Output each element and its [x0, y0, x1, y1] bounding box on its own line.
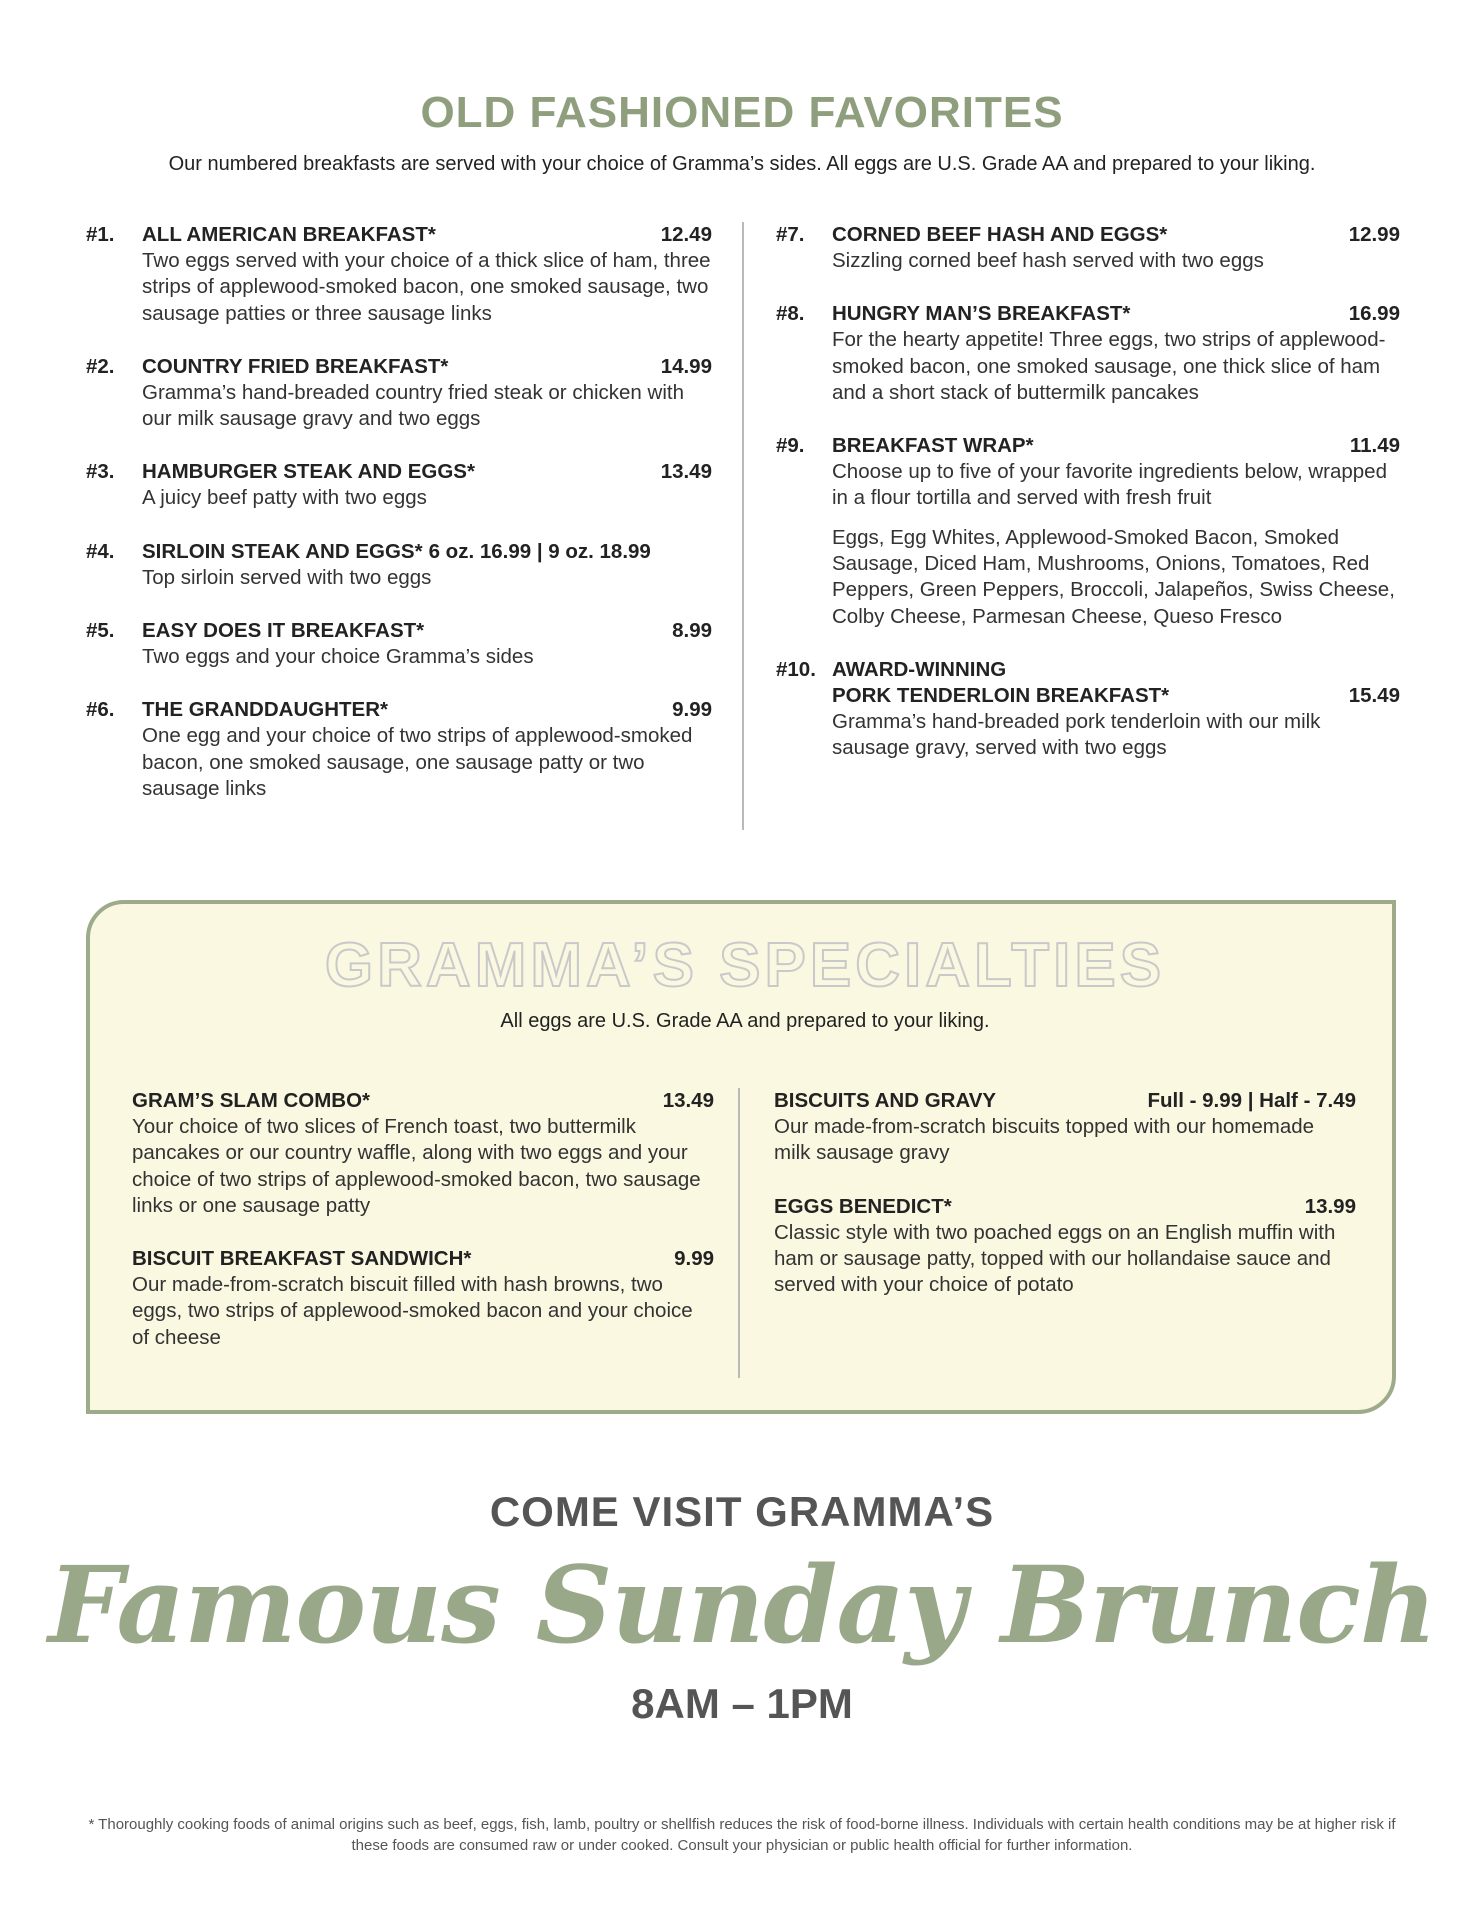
item-description: Your choice of two slices of French toast, two buttermilk pancakes or our country waffle, along with two eggs and your choice of two strips of applewood-smoked bacon, two sausage links or one sausage patty — [132, 1115, 701, 1217]
item-number: #6. — [86, 698, 115, 722]
item-number: #9. — [776, 434, 805, 458]
item-description: Gramma’s hand-breaded country fried steak or chicken with our milk sausage gravy and two eggs — [142, 380, 684, 431]
specialties-left-column — [132, 1088, 714, 1378]
item-number: #5. — [86, 619, 115, 643]
item-description: Our made-from-scratch biscuits topped with our homemade milk sausage gravy — [774, 1115, 1315, 1165]
specialties-right-column — [774, 1088, 1356, 1325]
brunch-come-visit: COME VISIT GRAMMA’S — [489, 1488, 995, 1535]
item-number: #4. — [86, 539, 115, 563]
item-price: 8.99 — [672, 619, 712, 643]
item-name: COUNTRY FRIED BREAKFAST* — [142, 354, 449, 378]
item-price: 13.49 — [660, 460, 712, 484]
item-price: Full - 9.99 | Half - 7.49 — [1147, 1089, 1356, 1112]
item-name: SIRLOIN STEAK AND EGGS* — [142, 539, 423, 563]
item-description: One egg and your choice of two strips of applewood-smoked bacon, one smoked sausage, one sausage patty or two sausage links — [142, 724, 693, 800]
item-price: 11.49 — [1349, 434, 1400, 458]
menu-item — [132, 1088, 714, 1219]
item-description: Our made-from-scratch biscuit filled with hash browns, two eggs, two strips of applewood-smoked bacon and your choice of cheese — [132, 1273, 693, 1349]
brunch-title: Famous Sunday Brunch — [48, 1542, 1436, 1667]
item-number: #8. — [776, 302, 805, 326]
item-name: GRAM’S SLAM COMBO* — [132, 1089, 371, 1112]
item-name: EASY DOES IT BREAKFAST* — [142, 619, 425, 643]
page-title: OLD FASHIONED FAVORITES — [420, 88, 1064, 137]
item-name: CORNED BEEF HASH AND EGGS* — [832, 223, 1168, 246]
item-description: Top sirloin served with two eggs — [142, 565, 432, 589]
item-price: 6 oz. 16.99 | 9 oz. 18.99 — [428, 539, 651, 563]
item-price: 9.99 — [674, 1247, 714, 1271]
item-price: 12.99 — [1348, 223, 1400, 246]
item-name: EGGS BENEDICT* — [774, 1194, 952, 1218]
item-name-line1: AWARD-WINNING — [832, 657, 1007, 681]
item-description: Gramma’s hand-breaded pork tenderloin with our milk sausage gravy, served with two eggs — [832, 709, 1321, 760]
item-number: #10. — [776, 657, 816, 681]
item-number: #2. — [86, 354, 115, 378]
item-description: For the hearty appetite! Three eggs, two strips of applewood-smoked bacon, one smoked sausage, one thick slice of ham and a short stack of buttermilk pancakes — [832, 328, 1386, 404]
menu-item — [774, 1088, 1356, 1167]
menu-item — [86, 459, 712, 511]
specialties-title: GRAMMA’S SPECIALTIES — [324, 931, 1166, 1000]
health-footnote: * Thoroughly cooking foods of animal origins such as beef, eggs, fish, lamb, poultry or shellfish reduces the risk of food-borne illness. Individuals with certain health conditions may be at higher risk if these foods are consumed raw or under cooked. Consult your physician or public health official for further information. — [88, 1816, 1396, 1854]
specialties-divider — [738, 1088, 740, 1378]
item-description: Sizzling corned beef hash served with two eggs — [832, 249, 1264, 272]
item-name: BREAKFAST WRAP* — [832, 434, 1034, 458]
item-description: Two eggs and your choice Gramma’s sides — [142, 645, 534, 669]
item-name: PORK TENDERLOIN BREAKFAST* — [832, 683, 1170, 707]
menu-item — [86, 697, 712, 802]
specialties-subtitle: All eggs are U.S. Grade AA and prepared to your liking. — [500, 1010, 990, 1032]
wrap-ingredients: Eggs, Egg Whites, Applewood-Smoked Bacon, Smoked Sausage, Diced Ham, Mushrooms, Onions, Tomatoes, Red Peppers, Green Peppers, Broccoli, Jalapeños, Swiss Cheese, Colby Cheese, Parmesan Cheese, Queso Fresco — [832, 525, 1395, 628]
specialties-box — [86, 900, 1396, 1414]
item-description: Classic style with two poached eggs on an English muffin with ham or sausage patty, topped with our hollandaise sauce and served with your choice of potato — [774, 1220, 1336, 1297]
column-divider — [742, 222, 744, 830]
item-price: 13.49 — [662, 1089, 714, 1112]
favorites-right-column — [776, 222, 1400, 789]
menu-item — [776, 657, 1400, 762]
item-description: Choose up to five of your favorite ingredients below, wrapped in a flour tortilla and served with fresh fruit — [832, 460, 1387, 510]
item-name: THE GRANDDAUGHTER* — [142, 698, 388, 722]
brunch-hours: 8AM – 1PM — [631, 1680, 853, 1727]
item-number: #7. — [776, 223, 805, 246]
page-subtitle: Our numbered breakfasts are served with your choice of Gramma’s sides. All eggs are U.S. Grade AA and prepared to your liking. — [168, 153, 1316, 175]
item-description: Two eggs served with your choice of a thick slice of ham, three strips of applewood-smoked bacon, one smoked sausage, two sausage patties or three sausage links — [142, 249, 711, 325]
favorites-left-column — [86, 222, 712, 829]
item-price: 12.49 — [660, 223, 712, 246]
menu-item — [86, 539, 712, 591]
menu-item — [776, 433, 1400, 630]
menu-item — [86, 618, 712, 670]
item-name: HAMBURGER STEAK AND EGGS* — [142, 460, 475, 484]
item-name: HUNGRY MAN’S BREAKFAST* — [832, 302, 1131, 326]
item-price: 15.49 — [1348, 683, 1400, 707]
item-number: #1. — [86, 223, 115, 246]
menu-item — [132, 1246, 714, 1351]
item-description: A juicy beef patty with two eggs — [142, 486, 427, 510]
menu-item — [776, 222, 1400, 274]
menu-item — [86, 354, 712, 433]
menu-item — [776, 301, 1400, 406]
menu-item — [774, 1194, 1356, 1299]
item-price: 13.99 — [1304, 1194, 1356, 1218]
item-name: BISCUIT BREAKFAST SANDWICH* — [132, 1247, 472, 1271]
item-price: 16.99 — [1348, 302, 1400, 326]
item-number: #3. — [86, 460, 115, 484]
item-price: 9.99 — [672, 698, 712, 722]
item-name: BISCUITS AND GRAVY — [774, 1089, 997, 1112]
item-price: 14.99 — [660, 354, 712, 378]
menu-item — [86, 222, 712, 327]
item-name: ALL AMERICAN BREAKFAST* — [142, 223, 436, 246]
